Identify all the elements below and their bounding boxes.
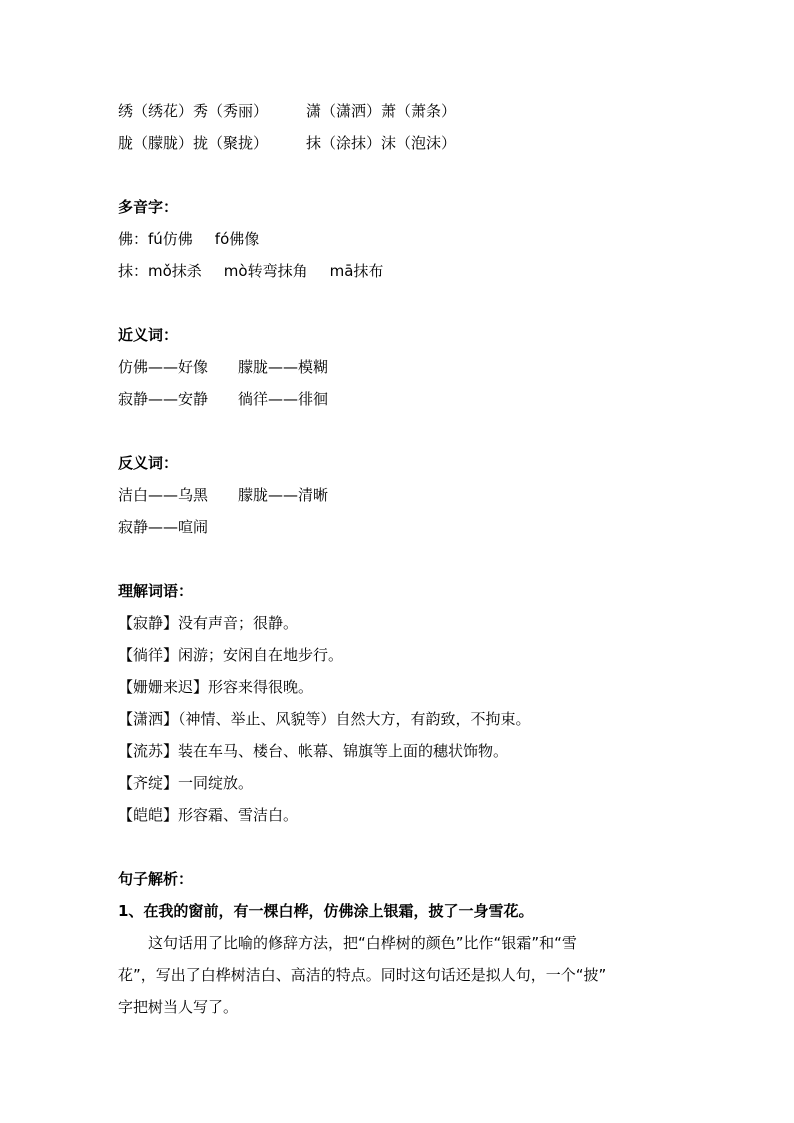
polyphone-mo [118,261,383,281]
antonym-pair: 寂静——喧闹 [118,518,209,536]
word-group-mo: 抹（涂抹）沫（泡沫） [306,134,457,152]
synonym-pair: 仿佛——好像 [118,358,209,376]
analysis-explanation-line-3: 字把树当人写了。 [118,998,239,1016]
synonyms-heading: 近义词： [118,326,179,344]
synonyms-row-1 [118,357,328,377]
analysis-sentence: 1、在我的窗前，有一棵白桦，仿佛涂上银霜，披了一身雪花。 [118,902,534,920]
definition-item: 【徜徉】闲游；安闲自在地步行。 [118,646,344,664]
understand-heading: 理解词语： [118,582,194,600]
antonym-pair: 洁白——乌黑 [118,486,209,504]
antonyms-row-1 [118,485,328,505]
word-group-row-1 [118,101,456,121]
definition-item: 【皑皑】形容霜、雪洁白。 [118,806,299,824]
word-group-xiao: 潇（潇洒）萧（萧条） [306,102,457,120]
synonyms-row-2 [118,389,328,409]
synonym-pair: 寂静——安静 [118,390,209,408]
definition-item: 【姗姗来迟】形容来得很晚。 [118,678,314,696]
definition-item: 【潇洒】（神情、举止、风貌等）自然大方，有韵致，不拘束。 [118,710,531,728]
analysis-explanation-line-1: 这句话用了比喻的修辞方法，把“白桦树的颜色”比作“银霜”和“雪 [118,934,577,952]
polyphone-fo [118,229,259,249]
definition-item: 【齐绽】一同绽放。 [118,774,254,792]
polyphone-heading: 多音字： [118,198,179,216]
word-group-long: 胧（朦胧）拢（聚拢） [118,134,269,152]
antonyms-row-2 [118,517,208,537]
analysis-heading: 句子解析： [118,870,194,888]
polyphone-mo-b: mò转弯抹角 [223,262,308,280]
synonym-pair: 朦胧——模糊 [238,358,329,376]
word-group-row-2 [118,133,456,153]
word-group-xiu: 绣（绣花）秀（秀丽） [118,102,269,120]
definition-item: 【流苏】装在车马、楼台、帐幕、锦旗等上面的穗状饰物。 [118,742,509,760]
polyphone-mo-a: 抹：mǒ抹杀 [118,262,202,280]
antonyms-heading: 反义词： [118,454,179,472]
synonym-pair: 徜徉——徘徊 [238,390,329,408]
definition-item: 【寂静】没有声音；很静。 [118,614,299,632]
polyphone-fo-a: 佛：fú仿佛 [118,230,193,248]
analysis-explanation-line-2: 花”，写出了白桦树洁白、高洁的特点。同时这句话还是拟人句，一个“披” [118,966,607,984]
antonym-pair: 朦胧——清晰 [238,486,329,504]
polyphone-fo-b: fó佛像 [214,230,260,248]
polyphone-mo-c: mā抹布 [329,262,384,280]
